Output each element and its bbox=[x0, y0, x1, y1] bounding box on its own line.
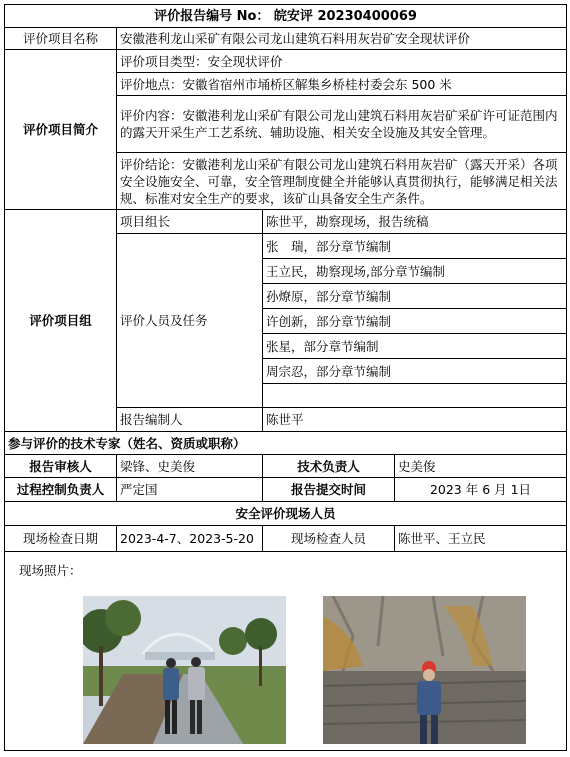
staff-member-empty bbox=[263, 384, 567, 408]
staff-member: 周宗忍，部分章节编制 bbox=[263, 359, 567, 384]
submit-time-label: 报告提交时间 bbox=[263, 478, 395, 502]
photos-section bbox=[5, 552, 567, 751]
intro-conclusion: 评价结论：安徽港利龙山采矿有限公司龙山建筑石料用灰岩矿（露天开采）各项安全设施安全、可靠，安全管理制度健全并能够认真贯彻执行，能够满足相关法规、标准对安全生产的要求，该矿山具备安全生产条件。 bbox=[117, 153, 567, 210]
project-name-label: 评价项目名称 bbox=[5, 28, 117, 50]
experts-label: 参与评价的技术专家（姓名、资质或职称） bbox=[5, 432, 567, 455]
tech-lead-value: 史美俊 bbox=[395, 455, 567, 478]
submit-time-value: 2023 年 6 月 1日 bbox=[395, 478, 567, 502]
staff-member: 王立民，勘察现场,部分章节编制 bbox=[263, 259, 567, 284]
reviewer-label: 报告审核人 bbox=[5, 455, 117, 478]
group-label: 评价项目组 bbox=[5, 210, 117, 432]
staff-member: 孙燎原，部分章节编制 bbox=[263, 284, 567, 309]
intro-location: 评价地点：安徽省宿州市埇桥区解集乡桥桂村委会东 500 米 bbox=[117, 73, 567, 96]
report-table bbox=[4, 4, 567, 751]
staff-member: 许创新，部分章节编制 bbox=[263, 309, 567, 334]
evaluation-report-sheet bbox=[4, 4, 566, 751]
compiler-label: 报告编制人 bbox=[117, 408, 263, 432]
reviewer-value: 梁锋、史美俊 bbox=[117, 455, 263, 478]
report-number: 评价报告编号 No： 皖安评 20230400069 bbox=[5, 5, 567, 28]
intro-type: 评价项目类型：安全现状评价 bbox=[117, 50, 567, 73]
inspection-date-value: 2023-4-7、2023-5-20 bbox=[117, 526, 263, 552]
staff-label: 评价人员及任务 bbox=[117, 234, 263, 408]
staff-member: 张 瑞，部分章节编制 bbox=[263, 234, 567, 259]
site-photo-road bbox=[83, 596, 286, 744]
staff-member: 张星，部分章节编制 bbox=[263, 334, 567, 359]
process-lead-value: 严定国 bbox=[117, 478, 263, 502]
intro-content: 评价内容：安徽港利龙山采矿有限公司龙山建筑石料用灰岩矿采矿许可证范围内的露天开采生产工艺系统、辅助设施、相关安全设施及其安全管理。 bbox=[117, 96, 567, 153]
tech-lead-label: 技术负责人 bbox=[263, 455, 395, 478]
intro-label: 评价项目简介 bbox=[5, 50, 117, 210]
inspectors-value: 陈世平、王立民 bbox=[395, 526, 567, 552]
leader-value: 陈世平，勘察现场，报告统稿 bbox=[263, 210, 567, 234]
field-staff-header: 安全评价现场人员 bbox=[5, 502, 567, 526]
inspectors-label: 现场检查人员 bbox=[263, 526, 395, 552]
photos-label: 现场照片： bbox=[19, 563, 82, 578]
project-name: 安徽港利龙山采矿有限公司龙山建筑石料用灰岩矿安全现状评价 bbox=[117, 28, 567, 50]
leader-label: 项目组长 bbox=[117, 210, 263, 234]
process-lead-label: 过程控制负责人 bbox=[5, 478, 117, 502]
site-photo-quarry bbox=[323, 596, 526, 744]
compiler-value: 陈世平 bbox=[263, 408, 567, 432]
inspection-date-label: 现场检查日期 bbox=[5, 526, 117, 552]
